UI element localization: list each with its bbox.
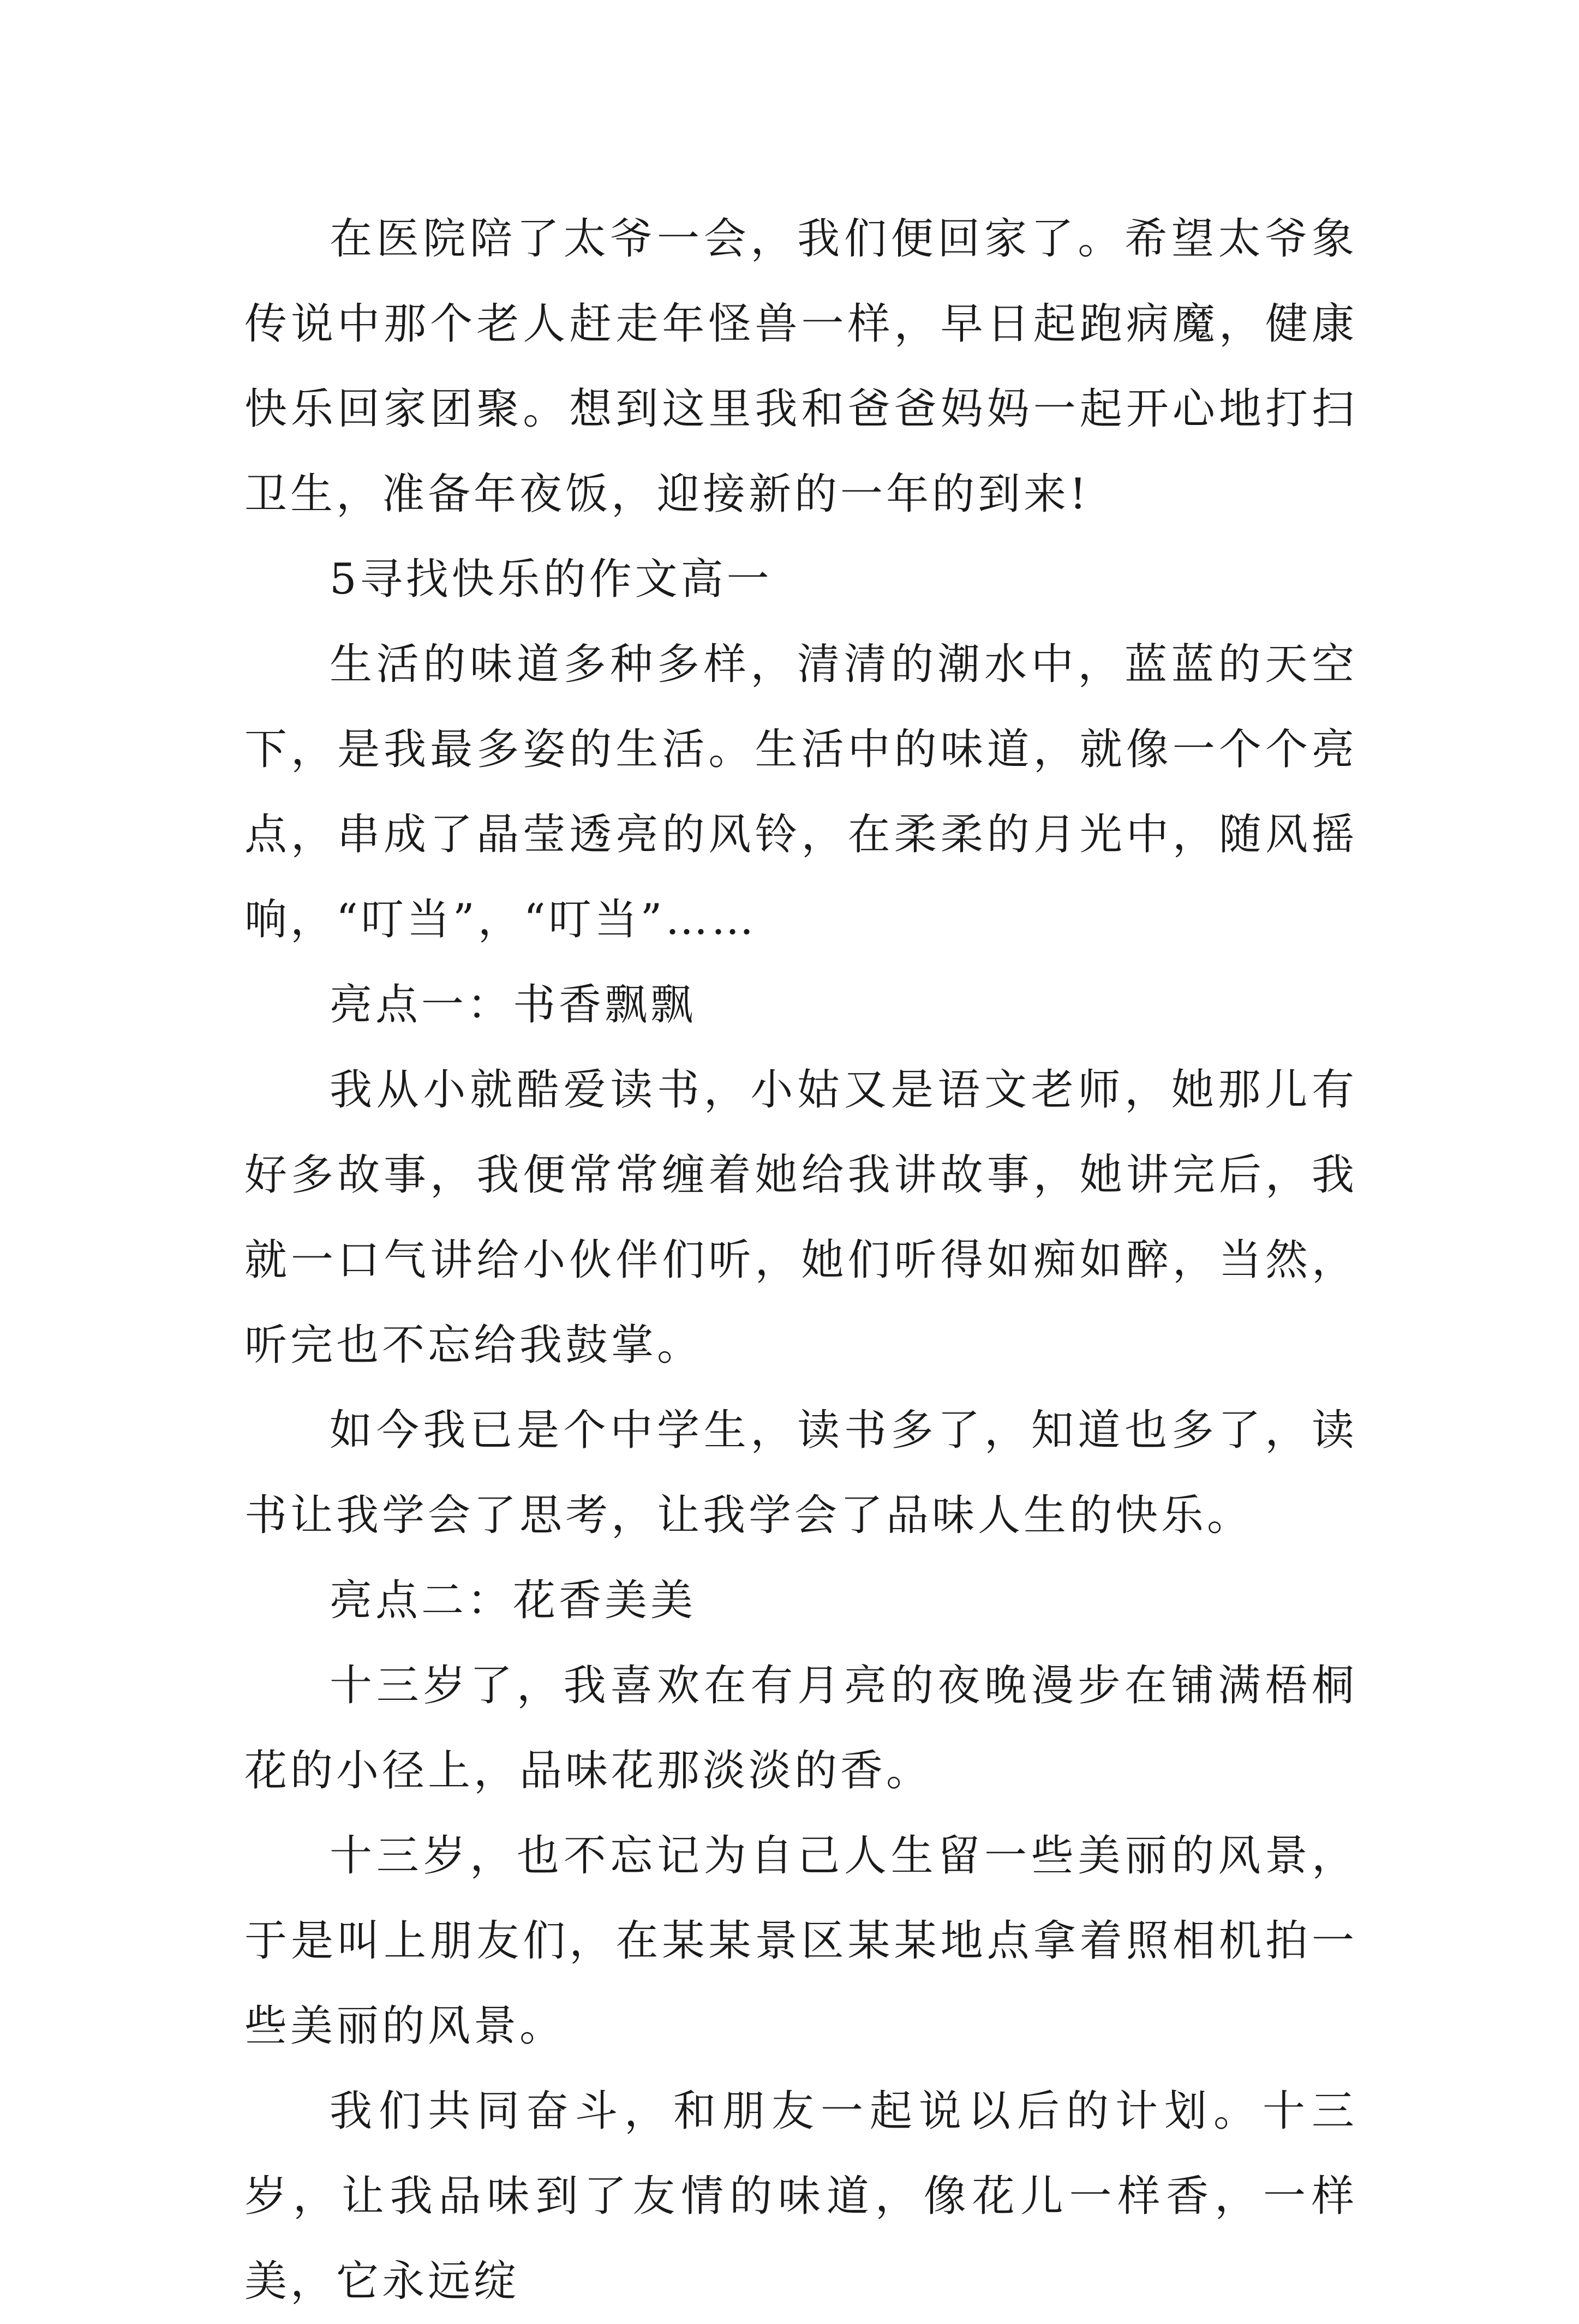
- paragraph: 十三岁了，我喜欢在有月亮的夜晚漫步在铺满梧桐花的小径上，品味花那淡淡的香。: [244, 1661, 1357, 1795]
- paragraph: 我从小就酷爱读书，小姑又是语文老师，她那儿有好多故事，我便常常缠着她给我讲故事，她讲完后，我就一口气讲给小伙伴们听，她们听得如痴如醉，当然，听完也不忘给我鼓掌。: [244, 1065, 1357, 1370]
- body-text: [244, 196, 1357, 2324]
- paragraph: 十三岁，也不忘记为自己人生留一些美丽的风景，于是叫上朋友们，在某某景区某某地点拿着照相机拍一些美丽的风景。: [244, 1831, 1357, 2051]
- paragraph: 我们共同奋斗，和朋友一起说以后的计划。十三岁，让我品味到了友情的味道，像花儿一样香，一样美，它永远绽: [244, 2087, 1357, 2306]
- subheading: 亮点二：花香美美: [330, 1576, 697, 1625]
- paragraph: 如今我已是个中学生，读书多了，知道也多了，读书让我学会了思考，让我学会了品味人生的快乐。: [244, 1406, 1357, 1540]
- subheading: 亮点一：书香飘飘: [330, 980, 697, 1029]
- paragraph: 生活的味道多种多样，清清的潮水中，蓝蓝的天空下，是我最多姿的生活。生活中的味道，就像一个个亮点，串成了晶莹透亮的风铃，在柔柔的月光中，随风摇响，“叮当”，“叮当”……: [244, 640, 1357, 944]
- paragraph: 在医院陪了太爷一会，我们便回家了。希望太爷象传说中那个老人赶走年怪兽一样，早日起跑病魔，健康快乐回家团聚。想到这里我和爸爸妈妈一起开心地打扫卫生，准备年夜饭，迎接新的一年的到来!: [244, 214, 1357, 519]
- section-title: 5寻找快乐的作文高一: [330, 555, 773, 604]
